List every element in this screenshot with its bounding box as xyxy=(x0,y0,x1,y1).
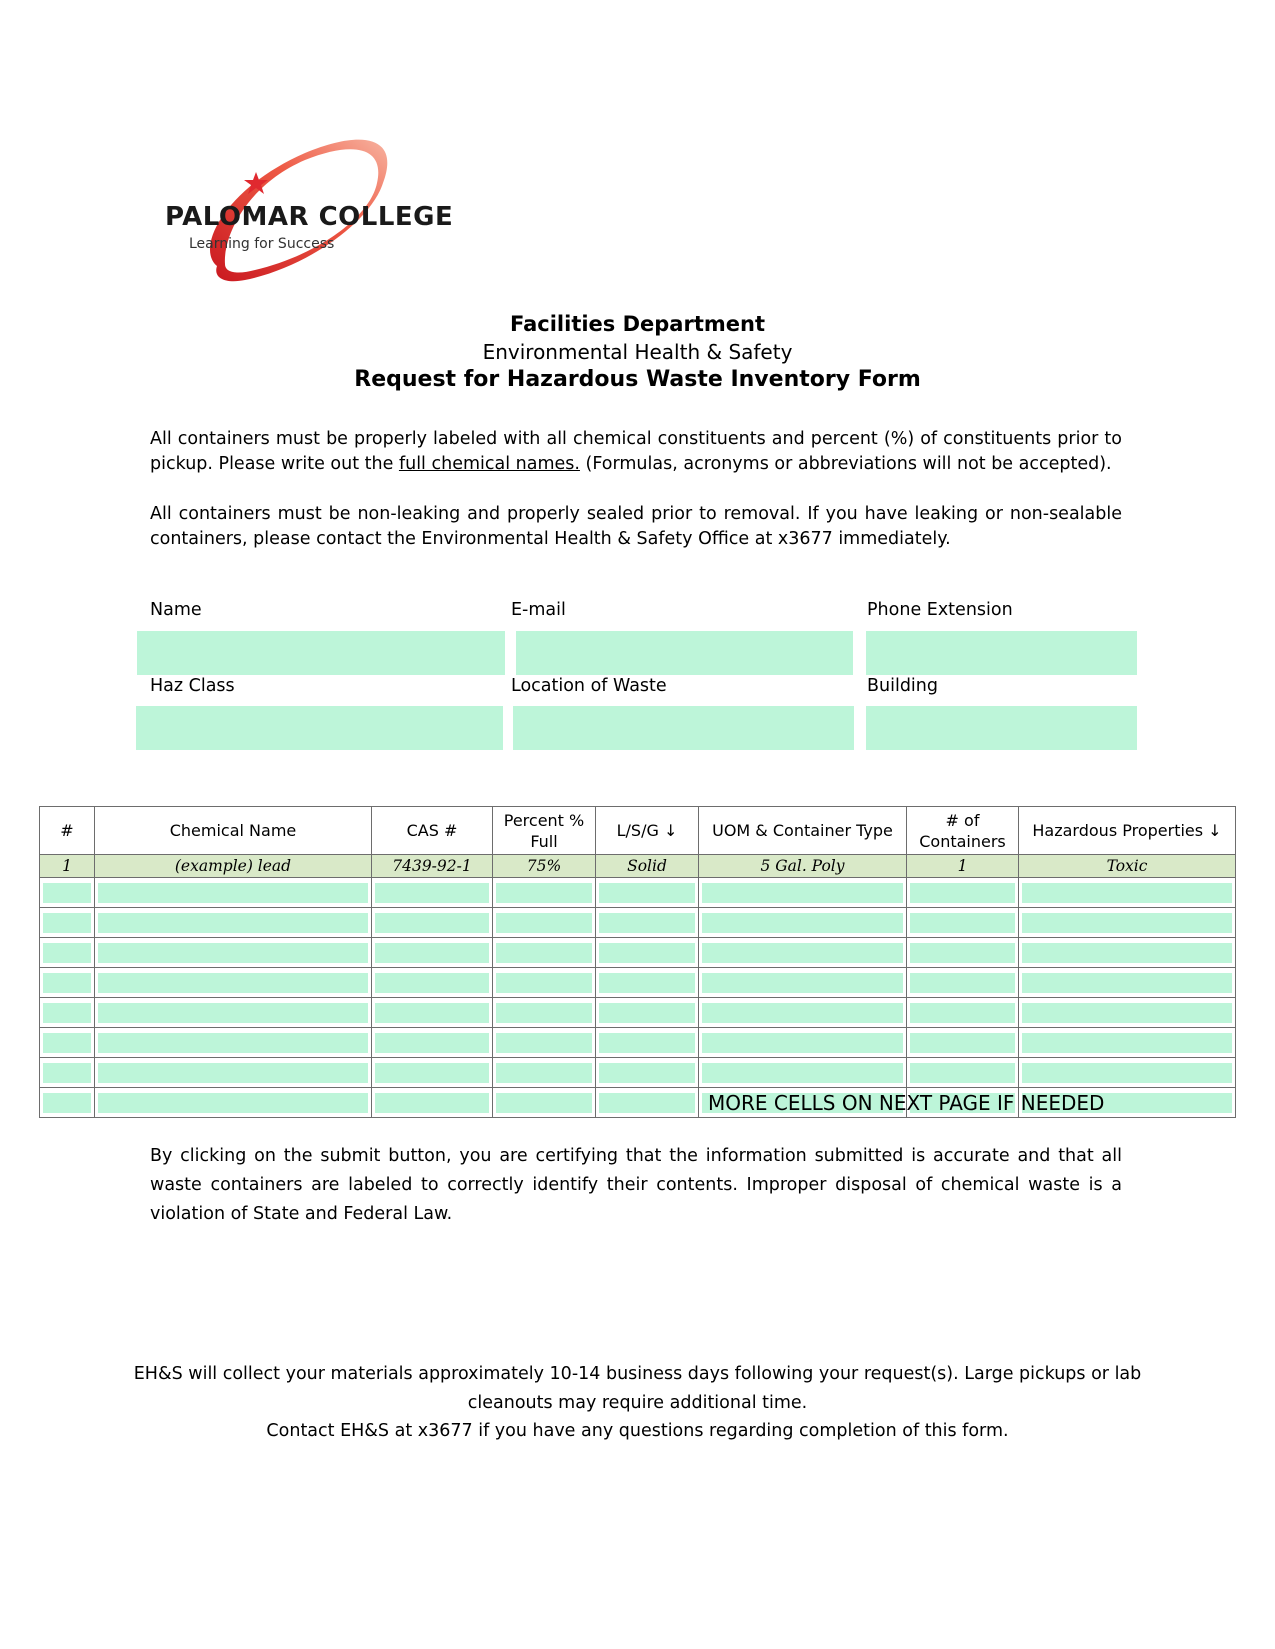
num-containers-input[interactable] xyxy=(910,943,1015,963)
labeling-instructions xyxy=(150,427,1122,477)
table-cell xyxy=(699,938,907,968)
table-row xyxy=(40,1058,1236,1088)
hazardous-properties-input[interactable] xyxy=(1022,1033,1232,1053)
table-cell xyxy=(1019,968,1236,998)
chemical-name-input[interactable] xyxy=(98,883,368,903)
name-label: Name xyxy=(150,600,202,620)
chemical-name-input[interactable] xyxy=(98,1063,368,1083)
table-cell xyxy=(907,998,1019,1028)
example-row xyxy=(40,855,1236,878)
table-cell xyxy=(596,968,699,998)
chemical-name-input[interactable] xyxy=(98,1093,368,1113)
chemical-name-input[interactable] xyxy=(98,943,368,963)
hazardous-properties-input[interactable] xyxy=(1022,1063,1232,1083)
example-cell: 5 Gal. Poly xyxy=(699,855,907,878)
percent-full-input[interactable] xyxy=(496,1093,592,1113)
instructions-text: (Formulas, acronyms or abbreviations will not be accepted). xyxy=(579,454,1112,474)
hazardous-properties-input[interactable] xyxy=(1022,913,1232,933)
example-cell: 75% xyxy=(493,855,596,878)
name-field[interactable] xyxy=(137,631,505,675)
table-cell xyxy=(493,998,596,1028)
number-input[interactable] xyxy=(43,883,91,903)
table-cell xyxy=(95,1088,372,1118)
sealing-instructions: All containers must be non-leaking and properly sealed prior to removal. If you have leaking or non-sealable containers, please contact the Environmental Health & Safety Office at x3677 immediately. xyxy=(150,504,1122,549)
table-cell xyxy=(699,1028,907,1058)
chemical-name-input[interactable] xyxy=(98,1003,368,1023)
full-names-emphasis: full chemical names. xyxy=(398,454,580,474)
table-cell xyxy=(40,968,95,998)
table-header-row xyxy=(40,807,1236,855)
table-cell xyxy=(372,968,493,998)
table-cell xyxy=(95,938,372,968)
cas-input[interactable] xyxy=(375,943,489,963)
hazardous-properties-input[interactable] xyxy=(1022,943,1232,963)
num-containers-input[interactable] xyxy=(910,1033,1015,1053)
lsg-input[interactable] xyxy=(599,1003,695,1023)
table-cell xyxy=(493,968,596,998)
table-cell xyxy=(699,1058,907,1088)
table-cell xyxy=(40,1058,95,1088)
logo-name: PALOMAR COLLEGE xyxy=(165,202,454,232)
table-cell xyxy=(40,938,95,968)
table-cell xyxy=(1019,998,1236,1028)
table-cell xyxy=(699,878,907,908)
uom-container-input[interactable] xyxy=(702,943,903,963)
uom-container-input[interactable] xyxy=(702,973,903,993)
hazardous-properties-input[interactable] xyxy=(1022,973,1232,993)
col-header-percent-full: Percent % Full xyxy=(493,807,596,855)
uom-container-input[interactable] xyxy=(702,913,903,933)
cas-input[interactable] xyxy=(375,973,489,993)
number-input[interactable] xyxy=(43,943,91,963)
table-cell xyxy=(907,938,1019,968)
percent-full-input[interactable] xyxy=(496,1033,592,1053)
lsg-input[interactable] xyxy=(599,943,695,963)
number-input[interactable] xyxy=(43,973,91,993)
logo-tagline: Learning for Success xyxy=(189,236,335,252)
table-cell xyxy=(596,1028,699,1058)
lsg-input[interactable] xyxy=(599,883,695,903)
col-header-lsg: L/S/G ↓ xyxy=(596,807,699,855)
table-cell xyxy=(95,908,372,938)
table-cell xyxy=(596,908,699,938)
number-input[interactable] xyxy=(43,1003,91,1023)
example-cell: Toxic xyxy=(1019,855,1236,878)
cas-input[interactable] xyxy=(375,1033,489,1053)
table-cell xyxy=(372,938,493,968)
table-cell xyxy=(372,1028,493,1058)
lsg-input[interactable] xyxy=(599,1033,695,1053)
table-cell xyxy=(40,998,95,1028)
cas-input[interactable] xyxy=(375,1093,489,1113)
number-input[interactable] xyxy=(43,1063,91,1083)
hazardous-properties-input[interactable] xyxy=(1022,883,1232,903)
table-cell xyxy=(1019,1058,1236,1088)
table-cell xyxy=(907,878,1019,908)
table-row xyxy=(40,878,1236,908)
chemical-name-input[interactable] xyxy=(98,973,368,993)
building-field[interactable] xyxy=(866,706,1137,750)
percent-full-input[interactable] xyxy=(496,1003,592,1023)
table-cell xyxy=(372,1088,493,1118)
uom-container-input[interactable] xyxy=(702,883,903,903)
table-row xyxy=(40,968,1236,998)
table-row xyxy=(40,938,1236,968)
table-cell xyxy=(95,1058,372,1088)
example-cell: 7439-92-1 xyxy=(372,855,493,878)
table-cell xyxy=(907,968,1019,998)
cas-input[interactable] xyxy=(375,1003,489,1023)
table-cell xyxy=(493,908,596,938)
email-label: E-mail xyxy=(511,600,566,620)
phone-field[interactable] xyxy=(866,631,1137,675)
table-cell xyxy=(699,968,907,998)
footer-contact: Contact EH&S at x3677 if you have any questions regarding completion of this form. xyxy=(266,1421,1009,1441)
uom-container-input[interactable] xyxy=(702,1033,903,1053)
table-cell xyxy=(1019,1028,1236,1058)
table-cell xyxy=(596,938,699,968)
table-cell xyxy=(372,878,493,908)
table-cell xyxy=(596,878,699,908)
location-field[interactable] xyxy=(513,706,854,750)
col-header-number: # xyxy=(40,807,95,855)
col-header-cas: CAS # xyxy=(372,807,493,855)
number-input[interactable] xyxy=(43,1093,91,1113)
col-header-num-containers: # of Containers xyxy=(907,807,1019,855)
department-heading: Facilities Department xyxy=(509,312,765,336)
table-cell xyxy=(596,998,699,1028)
building-label: Building xyxy=(867,676,938,696)
inventory-table xyxy=(39,806,1236,1118)
haz-class-field[interactable] xyxy=(136,706,503,750)
number-input[interactable] xyxy=(43,913,91,933)
num-containers-input[interactable] xyxy=(910,1003,1015,1023)
footer-line: cleanouts may require additional time. xyxy=(467,1393,808,1413)
form-title: Request for Hazardous Waste Inventory Form xyxy=(354,367,921,392)
table-cell xyxy=(40,878,95,908)
table-cell xyxy=(493,1088,596,1118)
table-cell xyxy=(372,908,493,938)
example-cell: 1 xyxy=(907,855,1019,878)
col-header-hazardous-properties: Hazardous Properties ↓ xyxy=(1019,807,1236,855)
table-cell xyxy=(699,908,907,938)
table-cell xyxy=(493,1058,596,1088)
table-cell xyxy=(40,908,95,938)
table-cell xyxy=(1019,908,1236,938)
table-row xyxy=(40,998,1236,1028)
number-input[interactable] xyxy=(43,1033,91,1053)
instructions-text: All containers must be properly labeled with all chemical constituents and percent (%) of constituents prior to pickup. Please write out the xyxy=(150,429,1122,474)
phone-label: Phone Extension xyxy=(867,600,1013,620)
table-row xyxy=(40,1028,1236,1058)
college-logo xyxy=(155,128,455,298)
footer-line: EH&S will collect your materials approximately 10-14 business days following your request(s). Large pickups or lab xyxy=(133,1364,1142,1384)
table-cell xyxy=(372,998,493,1028)
lsg-input[interactable] xyxy=(599,1093,695,1113)
num-containers-input[interactable] xyxy=(910,883,1015,903)
cas-input[interactable] xyxy=(375,1063,489,1083)
table-cell xyxy=(40,1028,95,1058)
table-row xyxy=(40,908,1236,938)
cas-input[interactable] xyxy=(375,913,489,933)
table-cell xyxy=(493,938,596,968)
percent-full-input[interactable] xyxy=(496,1063,592,1083)
table-cell xyxy=(1019,938,1236,968)
lsg-input[interactable] xyxy=(599,973,695,993)
table-cell xyxy=(95,998,372,1028)
table-cell xyxy=(699,998,907,1028)
table-cell xyxy=(596,1088,699,1118)
table-cell xyxy=(40,1088,95,1118)
num-containers-input[interactable] xyxy=(910,1063,1015,1083)
table-cell xyxy=(907,1028,1019,1058)
subdepartment-heading: Environmental Health & Safety xyxy=(482,340,793,364)
uom-container-input[interactable] xyxy=(702,1063,903,1083)
table-cell xyxy=(596,1058,699,1088)
example-cell: (example) lead xyxy=(95,855,372,878)
percent-full-input[interactable] xyxy=(496,943,592,963)
haz-class-label: Haz Class xyxy=(150,676,235,696)
num-containers-input[interactable] xyxy=(910,973,1015,993)
percent-full-input[interactable] xyxy=(496,973,592,993)
percent-full-input[interactable] xyxy=(496,883,592,903)
table-cell xyxy=(95,878,372,908)
table-cell xyxy=(95,1028,372,1058)
num-containers-input[interactable] xyxy=(910,913,1015,933)
lsg-input[interactable] xyxy=(599,913,695,933)
more-cells-note: MORE CELLS ON NEXT PAGE IF NEEDED xyxy=(708,1091,1105,1115)
uom-container-input[interactable] xyxy=(702,1003,903,1023)
cas-input[interactable] xyxy=(375,883,489,903)
table-cell xyxy=(1019,878,1236,908)
table-cell xyxy=(372,1058,493,1088)
percent-full-input[interactable] xyxy=(496,913,592,933)
col-header-uom-container: UOM & Container Type xyxy=(699,807,907,855)
email-field[interactable] xyxy=(516,631,853,675)
example-cell: Solid xyxy=(596,855,699,878)
lsg-input[interactable] xyxy=(599,1063,695,1083)
hazardous-properties-input[interactable] xyxy=(1022,1003,1232,1023)
table-cell xyxy=(493,878,596,908)
example-cell: 1 xyxy=(40,855,95,878)
chemical-name-input[interactable] xyxy=(98,1033,368,1053)
table-cell xyxy=(907,1058,1019,1088)
table-cell xyxy=(493,1028,596,1058)
table-cell xyxy=(95,968,372,998)
chemical-name-input[interactable] xyxy=(98,913,368,933)
table-cell xyxy=(907,908,1019,938)
col-header-chemical-name: Chemical Name xyxy=(95,807,372,855)
certification-statement: By clicking on the submit button, you are certifying that the information submitted is accurate and that all waste containers are labeled to correctly identify their contents. Improper disposal of chemical waste is a violation of State and Federal Law. xyxy=(150,1146,1122,1224)
location-label: Location of Waste xyxy=(511,676,667,696)
